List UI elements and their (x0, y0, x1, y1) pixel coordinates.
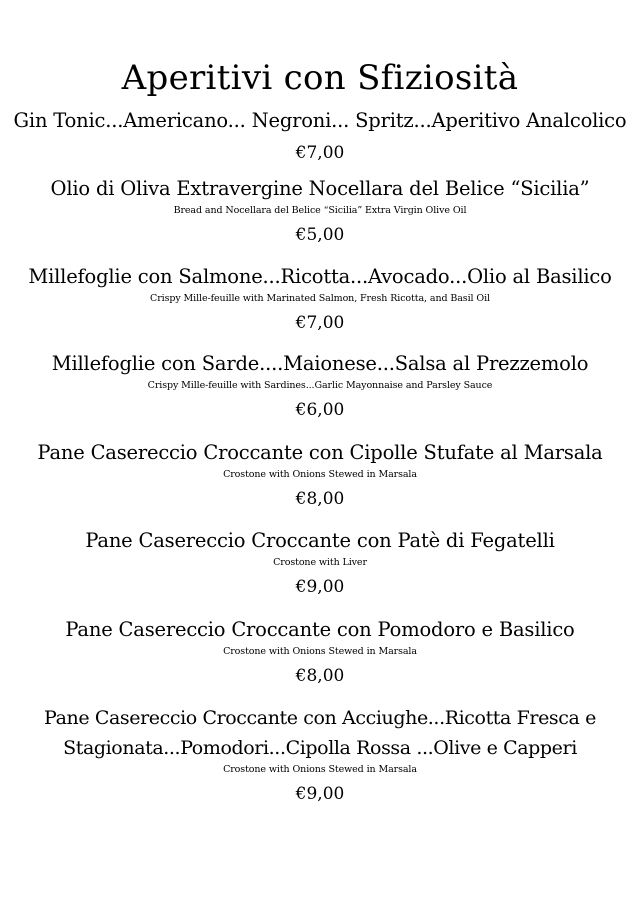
item-price: €9,00 (295, 577, 345, 597)
item-description: Crispy Mille-feuille with Marinated Salmon, Fresh Ricotta, and Basil Oil (150, 293, 490, 304)
item-description: Crostone with Onions Stewed in Marsala (223, 469, 417, 480)
item-name: Millefoglie con Sarde....Maionese...Salsa al Prezzemolo (51, 352, 589, 375)
item-description: Crostone with Liver (273, 557, 367, 568)
menu-item-millefoglie-salmone (0, 262, 640, 336)
item-price: €7,00 (295, 143, 345, 163)
item-price: €6,00 (295, 400, 345, 420)
item-name: Pane Casereccio Croccante con Pomodoro e Basilico (65, 618, 575, 641)
item-name-line-2: Stagionata...Pomodori...Cipolla Rossa ...Olive e Capperi (63, 737, 577, 759)
item-name: Pane Casereccio Croccante con Patè di Fegatelli (85, 529, 555, 552)
item-price: €9,00 (295, 784, 345, 804)
item-description: Crostone with Onions Stewed in Marsala (223, 764, 417, 775)
menu-item-aperitivi (0, 106, 640, 166)
menu-item-pane-pomodoro (0, 615, 640, 689)
menu-item-pane-acciughe (0, 703, 640, 807)
item-price: €8,00 (295, 489, 345, 509)
item-price: €8,00 (295, 666, 345, 686)
item-description: Crispy Mille-feuille with Sardines...Garlic Mayonnaise and Parsley Sauce (147, 380, 493, 391)
menu-item-pane-fegatelli (0, 526, 640, 600)
item-description: Crostone with Onions Stewed in Marsala (223, 646, 417, 657)
item-price: €5,00 (295, 225, 345, 245)
item-name: Millefoglie con Salmone...Ricotta...Avocado...Olio al Basilico (28, 265, 612, 288)
menu-title: Aperitivi con Sfiziosità (121, 58, 519, 98)
item-name-line-1: Pane Casereccio Croccante con Acciughe...Ricotta Fresca e (44, 707, 596, 729)
item-description: Bread and Nocellara del Belice “Sicilia” Extra Virgin Olive Oil (173, 205, 467, 216)
item-name: Gin Tonic...Americano... Negroni... Spritz...Aperitivo Analcolico (13, 109, 627, 132)
menu-item-millefoglie-sarde (0, 349, 640, 423)
item-price: €7,00 (295, 313, 345, 333)
menu-item-pane-cipolle (0, 438, 640, 512)
item-name: Pane Casereccio Croccante con Cipolle Stufate al Marsala (37, 441, 603, 464)
item-name: Olio di Oliva Extravergine Nocellara del Belice “Sicilia” (50, 177, 590, 200)
menu-item-olio (0, 174, 640, 248)
